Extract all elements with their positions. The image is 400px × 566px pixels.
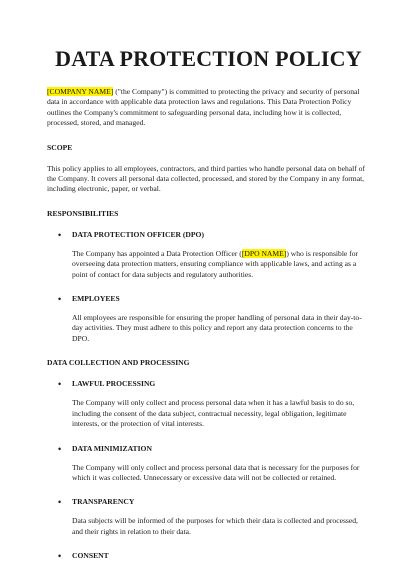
bullet-icon: • <box>58 551 62 562</box>
scope-heading: SCOPE <box>47 142 73 152</box>
transparency-title-text: TRANSPARENCY <box>72 497 135 507</box>
data-minimization-paragraph: The Company will only collect and process personal data that is necessary for the purposes for which it was collected. Unnecessary or excessive data will not be collected or retained. <box>72 462 360 482</box>
lawful-processing-title-text: LAWFUL PROCESSING <box>72 379 156 389</box>
dpo-text-after: ) who is responsible for overseeing data protection matters, ensuring compliance with applicable laws, and acting as a point of contact for data subjects and regulatory authorities. <box>72 248 359 279</box>
intro-paragraph <box>47 87 366 129</box>
document-title: DATA PROTECTION POLICY <box>55 46 362 71</box>
lawful-processing-paragraph: The Company will only collect and process personal data when it has a lawful basis to do so, including the consent of the data subject, contractual necessity, legal obligation, legitimate interests, or the protection of vital interests. <box>72 398 355 429</box>
dpo-title-text: DATA PROTECTION OFFICER (DPO) <box>72 229 204 239</box>
bullet-icon: • <box>58 229 62 240</box>
lawful-processing-title <box>58 379 366 390</box>
collection-heading: DATA COLLECTION AND PROCESSING <box>47 358 190 368</box>
company-name-placeholder: [COMPANY NAME] <box>47 87 114 96</box>
bullet-icon: • <box>58 294 62 305</box>
scope-paragraph: This policy applies to all employees, contractors, and third parties who handle personal data on behalf of the Company. It covers all personal data collected, processed, and stored by the Company in any format, including electronic, paper, or verbal. <box>47 163 365 194</box>
intro-text: ("the Company") is committed to protecting the privacy and security of personal data in accordance with applicable data protection laws and regulations. This Data Protection Policy outlines the Company's commitment to safeguarding personal data, including how it is collected, processed, stored, and managed. <box>47 87 360 128</box>
responsibilities-heading: RESPONSIBILITIES <box>47 208 119 218</box>
data-minimization-title-text: DATA MINIMIZATION <box>72 443 152 453</box>
bullet-icon: • <box>58 497 62 508</box>
transparency-paragraph: Data subjects will be informed of the purposes for which their data is collected and processed, and their rights in relation to their data. <box>72 516 358 536</box>
dpo-paragraph <box>72 249 366 280</box>
employees-title-text: EMPLOYEES <box>72 294 120 304</box>
consent-title-text: CONSENT <box>72 551 109 561</box>
dpo-name-placeholder: [DPO NAME] <box>241 248 287 258</box>
transparency-title <box>58 497 366 508</box>
dpo-item-title <box>58 229 366 240</box>
bullet-icon: • <box>58 379 62 390</box>
dpo-text-before: The Company has appointed a Data Protection Officer ( <box>72 248 242 258</box>
consent-title <box>58 551 366 562</box>
employees-item-title <box>58 294 366 305</box>
employees-paragraph: All employees are responsible for ensuring the proper handling of personal data in their day-to-day activities. They must adhere to this policy and report any data protection concerns to the DPO. <box>72 313 362 343</box>
bullet-icon: • <box>58 443 62 454</box>
data-minimization-title <box>58 443 366 454</box>
